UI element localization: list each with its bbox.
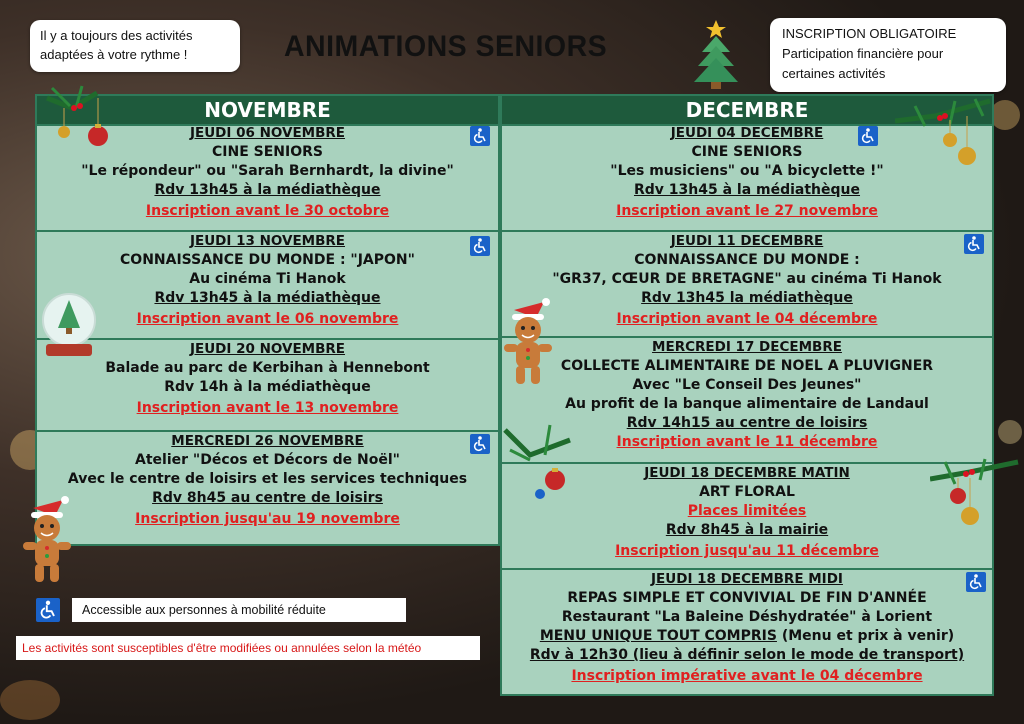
note-registration-line: INSCRIPTION OBLIGATOIRE xyxy=(782,26,957,41)
event-signup: Inscription avant le 04 décembre xyxy=(616,311,878,327)
event-nov-20 xyxy=(37,338,498,430)
event-nov-26 xyxy=(37,430,498,546)
event-line: ART FLORAL xyxy=(699,484,795,500)
event-rdv: Rdv 13h45 à la médiathèque xyxy=(633,182,861,198)
november-column xyxy=(35,94,500,546)
note-registration-line: Participation financière pour xyxy=(782,46,944,61)
event-date: MERCREDI 17 DECEMBRE xyxy=(652,339,842,355)
event-date: JEUDI 06 NOVEMBRE xyxy=(189,125,346,141)
gingerbread-icon xyxy=(500,296,556,388)
note-registration xyxy=(770,18,1006,92)
event-line: CINE SENIORS xyxy=(212,144,323,160)
wheelchair-icon xyxy=(858,126,878,146)
event-date: JEUDI 04 DECEMBRE xyxy=(670,125,824,141)
event-date: JEUDI 20 NOVEMBRE xyxy=(189,341,346,357)
event-line: COLLECTE ALIMENTAIRE DE NOEL A PLUVIGNER xyxy=(560,358,934,374)
event-line: CONNAISSANCE DU MONDE : "JAPON" xyxy=(120,252,415,268)
event-line: "Les musiciens" ou "A bicyclette !" xyxy=(610,163,884,179)
event-menu xyxy=(502,627,992,646)
event-signup: Inscription avant le 27 novembre xyxy=(616,203,878,219)
event-rdv: Rdv 14h15 au centre de loisirs xyxy=(626,415,868,431)
wheelchair-icon xyxy=(470,434,490,454)
wheelchair-icon xyxy=(966,572,986,592)
holly-garland-icon xyxy=(42,78,122,158)
holly-garland-icon xyxy=(500,420,580,500)
december-header: DECEMBRE xyxy=(502,96,992,126)
event-rdv: Rdv 8h45 à la mairie xyxy=(665,522,829,538)
wheelchair-icon xyxy=(964,234,984,254)
event-line: "GR37, CŒUR DE BRETAGNE" au cinéma Ti Hanok xyxy=(552,271,942,287)
wheelchair-icon xyxy=(36,598,60,622)
event-date: MERCREDI 26 NOVEMBRE xyxy=(171,433,364,449)
bokeh-light xyxy=(0,680,60,720)
november-header: NOVEMBRE xyxy=(37,96,498,126)
wheelchair-icon xyxy=(470,236,490,256)
event-line: Avec "Le Conseil Des Jeunes" xyxy=(632,377,862,393)
christmas-tree-icon xyxy=(690,18,742,90)
event-line: "Le répondeur" ou "Sarah Bernhardt, la divine" xyxy=(81,163,454,179)
weather-notice: Les activités sont susceptibles d'être modifiées ou annulées selon la météo xyxy=(16,636,480,660)
event-signup: Inscription jusqu'au 11 décembre xyxy=(615,543,879,559)
gingerbread-icon xyxy=(18,494,76,586)
accessibility-legend: Accessible aux personnes à mobilité réduite xyxy=(72,598,406,622)
event-signup: Inscription avant le 13 novembre xyxy=(136,400,399,416)
event-rdv: Rdv 13h45 à la médiathèque xyxy=(154,290,381,306)
event-date: JEUDI 13 NOVEMBRE xyxy=(189,233,346,249)
event-rdv: Rdv 13h45 la médiathèque xyxy=(641,290,853,306)
bokeh-light xyxy=(998,420,1022,444)
event-signup: Inscription avant le 11 décembre xyxy=(616,434,878,450)
event-line: Balade au parc de Kerbihan à Hennebont xyxy=(105,360,430,376)
holly-garland-icon xyxy=(895,96,995,176)
holly-garland-icon xyxy=(930,454,1020,534)
event-line: Avec le centre de loisirs et les services techniques xyxy=(67,471,468,487)
note-rhythm xyxy=(30,20,240,72)
event-line: Rdv 14h à la médiathèque xyxy=(164,379,371,395)
event-signup: Inscription avant le 06 novembre xyxy=(136,311,399,327)
event-date: JEUDI 18 DECEMBRE MATIN xyxy=(644,465,850,481)
event-signup: Inscription avant le 30 octobre xyxy=(145,203,390,219)
event-line: Atelier "Décos et Décors de Noël" xyxy=(135,452,400,468)
wheelchair-icon xyxy=(470,126,490,146)
event-limited: Places limitées xyxy=(687,503,807,519)
event-menu-rest: (Menu et prix à venir) xyxy=(776,628,955,644)
event-line: Restaurant "La Baleine Déshydratée" à Lorient xyxy=(561,609,933,625)
note-rhythm-line: Il y a toujours des activités xyxy=(40,28,193,43)
event-nov-13 xyxy=(37,230,498,340)
event-line: CINE SENIORS xyxy=(691,144,803,160)
event-signup: Inscription impérative avant le 04 décembre xyxy=(571,668,923,684)
snow-globe-icon xyxy=(38,292,100,360)
note-rhythm-line: adaptées à votre rythme ! xyxy=(40,47,188,62)
event-line: REPAS SIMPLE ET CONVIVIAL DE FIN D'ANNÉE xyxy=(567,590,927,606)
note-registration-line: certaines activités xyxy=(782,66,886,81)
event-dec-11 xyxy=(502,230,992,338)
event-date: JEUDI 11 DECEMBRE xyxy=(670,233,824,249)
event-menu-underlined: MENU UNIQUE TOUT COMPRIS xyxy=(539,628,777,644)
page-title: ANIMATIONS SENIORS xyxy=(284,30,608,63)
event-rdv: Rdv 13h45 à la médiathèque xyxy=(154,182,381,198)
december-column xyxy=(500,94,994,696)
event-signup: Inscription jusqu'au 19 novembre xyxy=(135,511,400,527)
event-line: CONNAISSANCE DU MONDE : xyxy=(634,252,860,268)
event-date: JEUDI 18 DECEMBRE MIDI xyxy=(651,571,843,587)
event-dec-18-noon xyxy=(502,568,992,696)
event-line: Au cinéma Ti Hanok xyxy=(189,271,346,287)
event-rdv: Rdv à 12h30 (lieu à définir selon le mode de transport) xyxy=(529,647,965,663)
event-line: Au profit de la banque alimentaire de Landaul xyxy=(565,396,929,412)
event-rdv: Rdv 8h45 au centre de loisirs xyxy=(152,490,383,506)
